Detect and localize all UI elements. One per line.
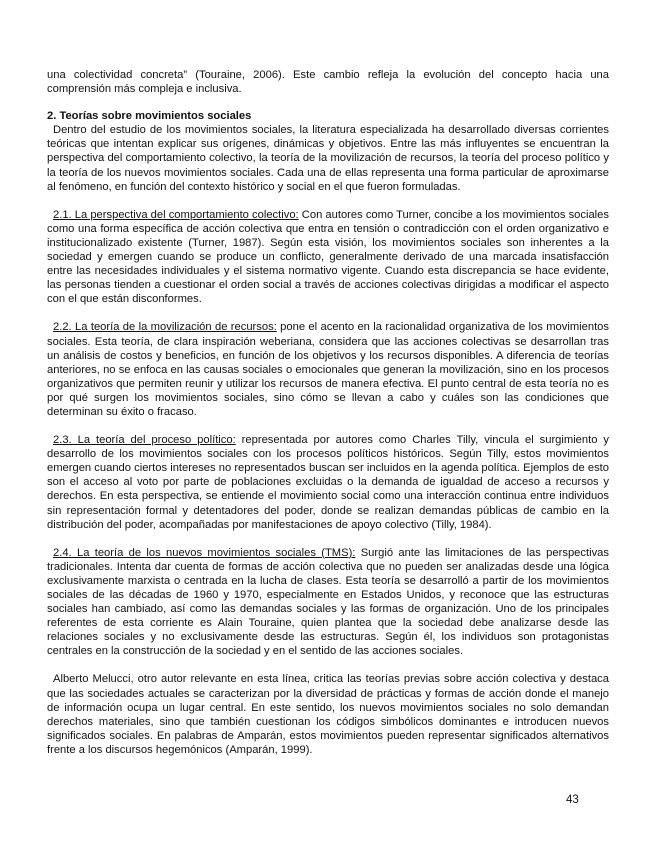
section-heading: 2. Teorías sobre movimientos sociales bbox=[47, 110, 252, 123]
subsection-body-2-4: Surgió ante las limitaciones de las perspectivas tradicionales. Intenta dar cuenta de formas de acción colectiva que no pueden ser analizadas desde una lógica exclusivamente marxista o centrada en la lucha de clases. Esta teoría se desarrolló a partir de los movimientos sociales de las décadas de 1960 y 1970, especialmente en Estados Unidos, y reconoce que las estructuras sociales han cambiado, así como las demandas sociales y las formas de organización. Uno de los principales referentes de esta corriente es Alain Touraine, quien plantea que la sociedad debe analizarse desde las relaciones sociales y no exclusivamente desde las estructuras. Según él, los individuos son protagonistas centrales en la construcción de la sociedad y en el sentido de las acciones sociales. bbox=[47, 546, 609, 658]
document-page bbox=[47, 68, 609, 757]
subsection-body-2-1: Con autores como Turner, concibe a los movimientos sociales como una forma específica de acción colectiva que entra en tensión o contradicción con el orden organizativo e institucionalizado existente (Turner, 1987). Según esta visión, los movimientos sociales son inherentes a la sociedad y emergen cuando se produce un conflicto, generalmente derivado de una marcada insatisfacción entre las necesidades individuales y el sistema normativo vigente. Cuando esta discrepancia se hace evidente, las personas tienden a cuestionar el orden social a través de acciones colectivas dirigidas a modificar el aspecto con el que están disconformes. bbox=[47, 208, 609, 306]
subsection-title-2-4: 2.4. La teoría de los nuevos movimientos sociales (TMS): bbox=[53, 546, 356, 559]
subsection-title-2-1: 2.1. La perspectiva del comportamiento colectivo: bbox=[53, 208, 299, 221]
subsection-title-2-2: 2.2. La teoría de la movilización de recursos: bbox=[53, 321, 277, 334]
paragraph-intro-continuation: una colectividad concreta” (Touraine, 2006). Este cambio refleja la evolución del concepto hacia una comprensión más compleja e inclusiva. bbox=[47, 69, 609, 96]
paragraph-2-2 bbox=[47, 320, 609, 419]
subsection-body-2-3: representada por autores como Charles Tilly, vincula el surgimiento y desarrollo de los movimientos sociales con los procesos políticos históricos. Según Tilly, estos movimientos emergen cuando ciertos intereses no representados buscan ser incluidos en la agenda política. Ejemplos de esto son el acceso al voto por parte de poblaciones excluidas o la demanda de igualdad de acceso a recursos y derechos. En esta perspectiva, se entiende el movimiento social como una interacción continua entre individuos sin representación formal y detentadores del poder, donde se realizan demandas públicas de cambio en la distribución del poder, acompañadas por manifestaciones de apoyo colectivo (Tilly, 1984). bbox=[47, 434, 609, 531]
paragraph-melucci: Alberto Melucci, otro autor relevante en esta línea, critica las teorías previas sobre acción colectiva y destaca que las sociedades actuales se caracterizan por la diversidad de prácticas y formas de acción donde el manejo de información ocupa un lugar central. En este sentido, los nuevos movimientos sociales no solo demandan derechos materiales, sino que también cuestionan los códigos simbólicos dominantes e introducen nuevos significados sociales. En palabras de Amparán, estos movimientos pueden representar significados alternativos frente a los discursos hegemónicos (Amparán, 1999). bbox=[47, 673, 609, 756]
page-number: 43 bbox=[566, 794, 579, 806]
paragraph-overview: Dentro del estudio de los movimientos sociales, la literatura especializada ha desarrollado diversas corrientes teóricas que intentan explicar sus orígenes, dinámicas y objetivos. Entre las más influyentes se encuentran la perspectiva del comportamiento colectivo, la teoría de la movilización de recursos, la teoría del proceso político y la teoría de los nuevos movimientos sociales. Cada una de ellas representa una forma particular de aproximarse al fenómeno, en función del contexto histórico y social en el que fueron formuladas. bbox=[47, 124, 609, 193]
paragraph-2-1 bbox=[47, 208, 609, 307]
paragraph-2-3 bbox=[47, 433, 609, 532]
paragraph-2-4 bbox=[47, 546, 609, 659]
subsection-body-2-2: pone el acento en la racionalidad organizativa de los movimientos sociales. Esta teoría, de clara inspiración weberiana, considera que las acciones colectivas se desarrollan tras un análisis de costos y beneficios, en función de los objetivos y los recursos disponibles. A diferencia de teorías anteriores, no se enfoca en las causas sociales o emocionales que generan la movilización, sino en los procesos organizativos que permiten reunir y utilizar los recursos de manera efectiva. El punto central de esta teoría no es por qué surgen los movimientos sociales, sino cómo se llevan a cabo y cuáles son las condiciones que determinan su éxito o fracaso. bbox=[47, 321, 609, 418]
subsection-title-2-3: 2.3. La teoría del proceso político: bbox=[53, 434, 236, 447]
